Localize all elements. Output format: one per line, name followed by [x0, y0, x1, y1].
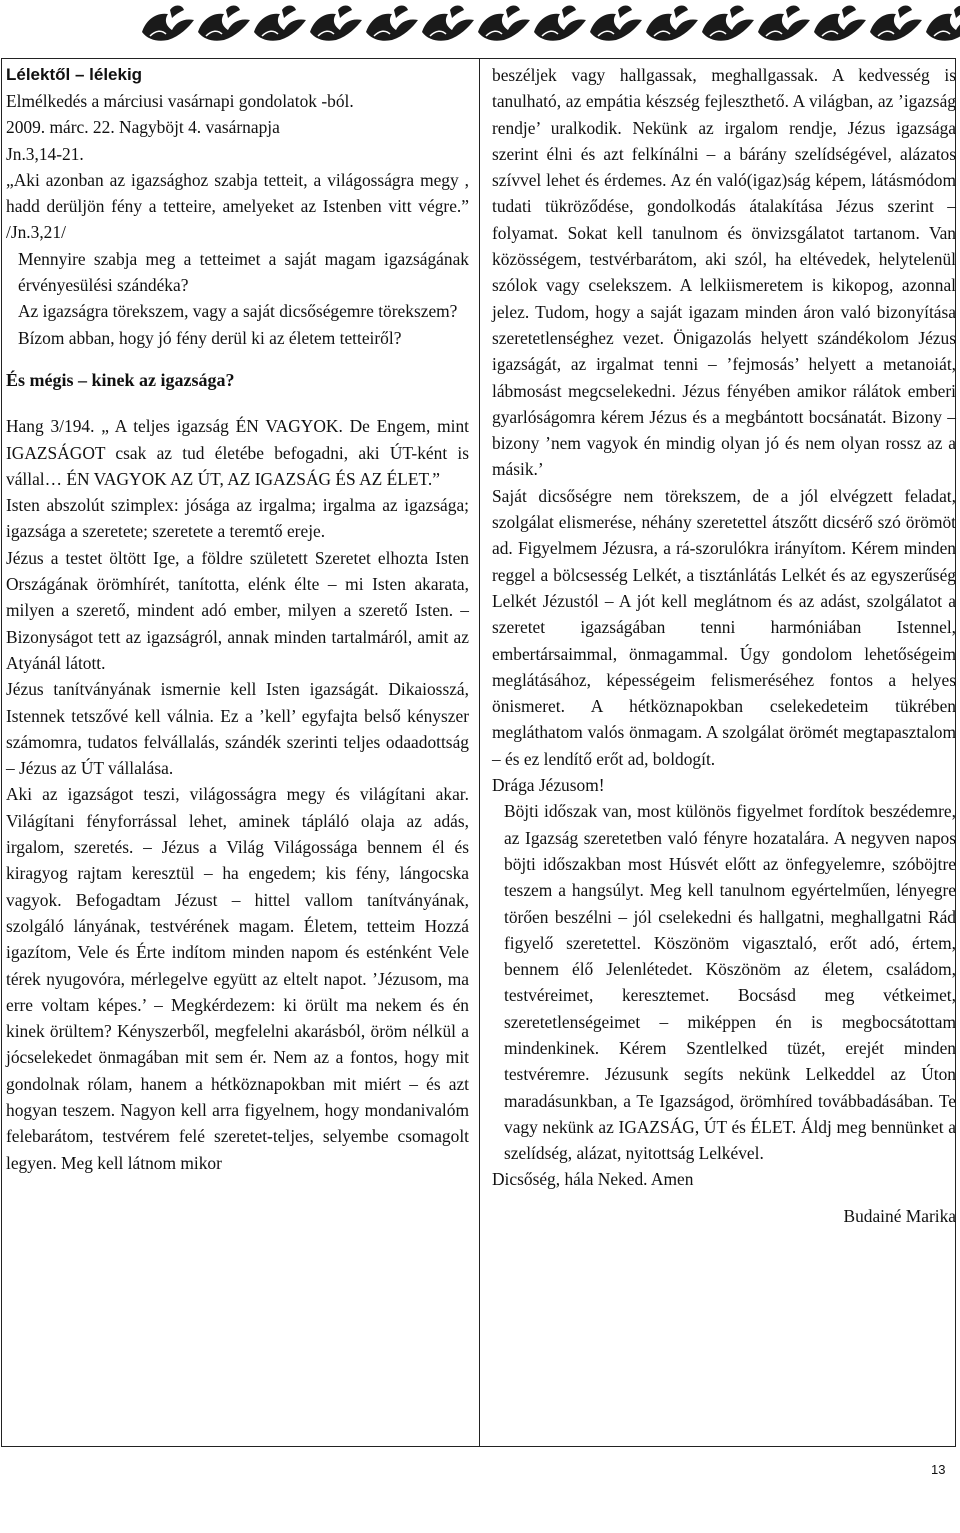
article-title: Lélektől – lélekig — [6, 65, 143, 84]
paragraph: Isten abszolút szimplex: jósága az irgalma; irgalma az igazsága; igazsága a szeretete; szeretete a teremtő ereje. — [6, 495, 469, 542]
right-column — [492, 62, 956, 1229]
left-column — [6, 62, 469, 1176]
paragraph: Jézus tanítványának ismernie kell Isten igazságát. Dikaiosszá, Istennek tetszővé kell válnia. Ez a ’kell’ egyfajta belső kényszer számomra, tudatos felvállalás, szándék szerinti teljes odaadottság – Jézus az ÚT vállalása. — [6, 679, 469, 779]
intro-date: 2009. márc. 22. Nagyböjt 4. vasárnapja — [6, 117, 280, 138]
scripture-ref: Jn.3,14-21. — [6, 143, 84, 164]
scripture-quote: „Aki azonban az igazsághoz szabja tetteit, a világosságra megy , hadd derüljön fény a tetteire, amelyeket az Istenben vitt végre.” /Jn.3,21/ — [6, 169, 469, 243]
question-1: Mennyire szabja meg a tetteimet a saját magam igazságának érvényesülési szándéka? — [18, 248, 469, 296]
paragraph: Saját dicsőségre nem törekszem, de a jól elvégzett feladat, szolgálat elismerése, néhány szeretettel átszőtt dicsérő szó örömöt ad. Figyelmem Jézusra, a rá-szorulókra irányítom. Kérem minden reggel a bölcsesség Lelkét, a tisztánlátás Lelkét és az egyszerűség Lelkét Jézustól – A jót kell meglátnom és az adást, szolgálatot a szeretet igazságában tenni harmóniában Istennel, embertársaimmal, önmagammal. Úgy gondolom lehetőségeim meglátásához, képességeim felismeréséhez fontos a helyes önismeret. A hétköznapokban cselekedeteim tükrében megláthatom valós önmagam. A szolgálat örömét megtapasztalom – és ez lendítő erőt ad, boldogít. — [492, 485, 956, 769]
paragraph: Drága Jézusom! — [492, 775, 605, 796]
paragraph: Hang 3/194. „ A teljes igazság ÉN VAGYOK. De Engem, mint IGAZSÁGOT csak az tud életébe befogadni, aki ÚT-ként is vállal… ÉN VAGYOK AZ ÚT, AZ IGAZSÁG ÉS AZ ÉLET.” — [6, 416, 469, 489]
paragraph: Aki az igazságot teszi, világosságra megy és világítani akar. Világítani fényforrással lehet, aminek tápláló olaja az adás, irgalom, szeretés. – Jézus a Világ Világossága bennem él és kiragyog rajtam keresztül – ha engedem; kis fény, lángocska vagyok. Befogadtam Jézust – hittel vallom tanítványának, szolgáló lányának, testvérének magam. Életem, tetteim Hozzá igazítom, Vele és Érte indítom minden napom és esténként Vele térek nyugovóra, mérlegelve együtt az eltelt napot. ’Jézusom, ma erre voltam képes.’ – Megkérdezem: ki örült ma nekem és én kinek örültem? Kényszerből, megfelelni akarásból, öröm nélkül a jócselekedet önmagában mit sem ér. Nem az a fontos, hogy mit gondolnak rólam, hanem a hétköznapokban mit miért – és azt hogyan teszem. Nagyon kell arra figyelnem, hogy mondanivalóm felebarátom, testvérem felé szeretet-teljes, selyembe csomagolt legyen. Meg kell látnom mikor — [6, 784, 469, 1173]
closing-line: Dicsőség, hála Neked. Amen — [492, 1169, 694, 1190]
section-subtitle: És mégis – kinek az igazsága? — [6, 369, 235, 390]
tulip-border — [140, 2, 960, 46]
column-divider — [479, 58, 480, 1447]
paragraph: Böjti időszak van, most különös figyelmet fordítok beszédemre, az Igazság szeretetben való fényre hozatalára. A negyven napos böjti időszakban most Húsvét előtt az önfegyelemre, szóböjtre teszem a hangsúlyt. Meg kell tanulnom egyértelműen, lényegre törően beszélni – jól cselekedni és hallgatni, meghallgatni Rád figyelő szeretettel. Köszönöm vigasztaló, erőt adó, értem, bennem élő Jelenlétedet. Köszönöm az életem, családom, testvéreimet, keresztemet. Bocsásd meg vétkeimet, szeretetlenségeimet – miképpen én is megbocsátottam mindenkinek. Kérem Szentlelked tüzét, erejét minden testvéremre. Jézusunk segíts nekünk Lelkeddel az Úton maradásunkban, a Te Igazságod, örömhíred továbbadásában. Te vagy nekünk az IGAZSÁG, ÚT és ÉLET. Áldj meg bennünket a szelídség, alázat, nyitottság Lelkével. — [504, 801, 956, 1164]
paragraph: Jézus a testet öltött Ige, a földre született Szeretet elhozta Isten Országának örömhírét, tanította, elénk élte – mi Isten akarata, milyen a szerető, mindent adó ember, milyen a szerető Isten. – Bizonyságot tett az igazságról, annak minden tartalmáról, amit az Atyánál látott. — [6, 547, 469, 673]
author-signature: Budainé Marika — [843, 1205, 956, 1226]
page-number: 13 — [931, 1462, 946, 1477]
question-2: Az igazságra törekszem, vagy a saját dicsőségemre törekszem? — [18, 301, 458, 322]
tulip-border-icon — [140, 2, 960, 46]
paragraph: beszéljek vagy hallgassak, meghallgassak. A kedvesség is tanulható, az empátia készség fejleszthető. A világban, az ’igazság rendje’ uralkodik. Nekünk az irgalom rendje, Jézus igazsága szerint élni és azt felkínálni – a bárány szelídségével, alázatos szívvel lehet és érdemes. Az én való(igaz)ság képem, látásmódom tudati tükröződése, gondolkodás átalakítása Jézus szerint – folyamat. Sokat kell tanulnom és önvizsgálatot tartanom. Van közösségem, testvérbarátom, aki szól, ha eltévedek, helytelenül szólok vagy cselekszem. A lelkiismeretem is kikopog, azonnal jelez. Tudom, hogy a saját igazam minden áron való bizonyítása szeretetlenséghez vezet. Önigazolás helyett szándékolom Jézus igazságát, az irgalmat tenni – ’fejmosás’ helyett a metanoiát, lábmosást megcselekedni. Jézus fényében amikor rálátok emberi gyarlóságomra kérem Jézus és a megbántott bocsánatát. Bizony – bizony ’nem vagyok én mindig olyan jó és nem olyan rossz az a másik.’ — [492, 65, 956, 480]
intro-line: Elmélkedés a márciusi vasárnapi gondolatok -ból. — [6, 91, 354, 111]
question-3: Bízom abban, hogy jó fény derül ki az életem tetteiről? — [18, 327, 402, 348]
